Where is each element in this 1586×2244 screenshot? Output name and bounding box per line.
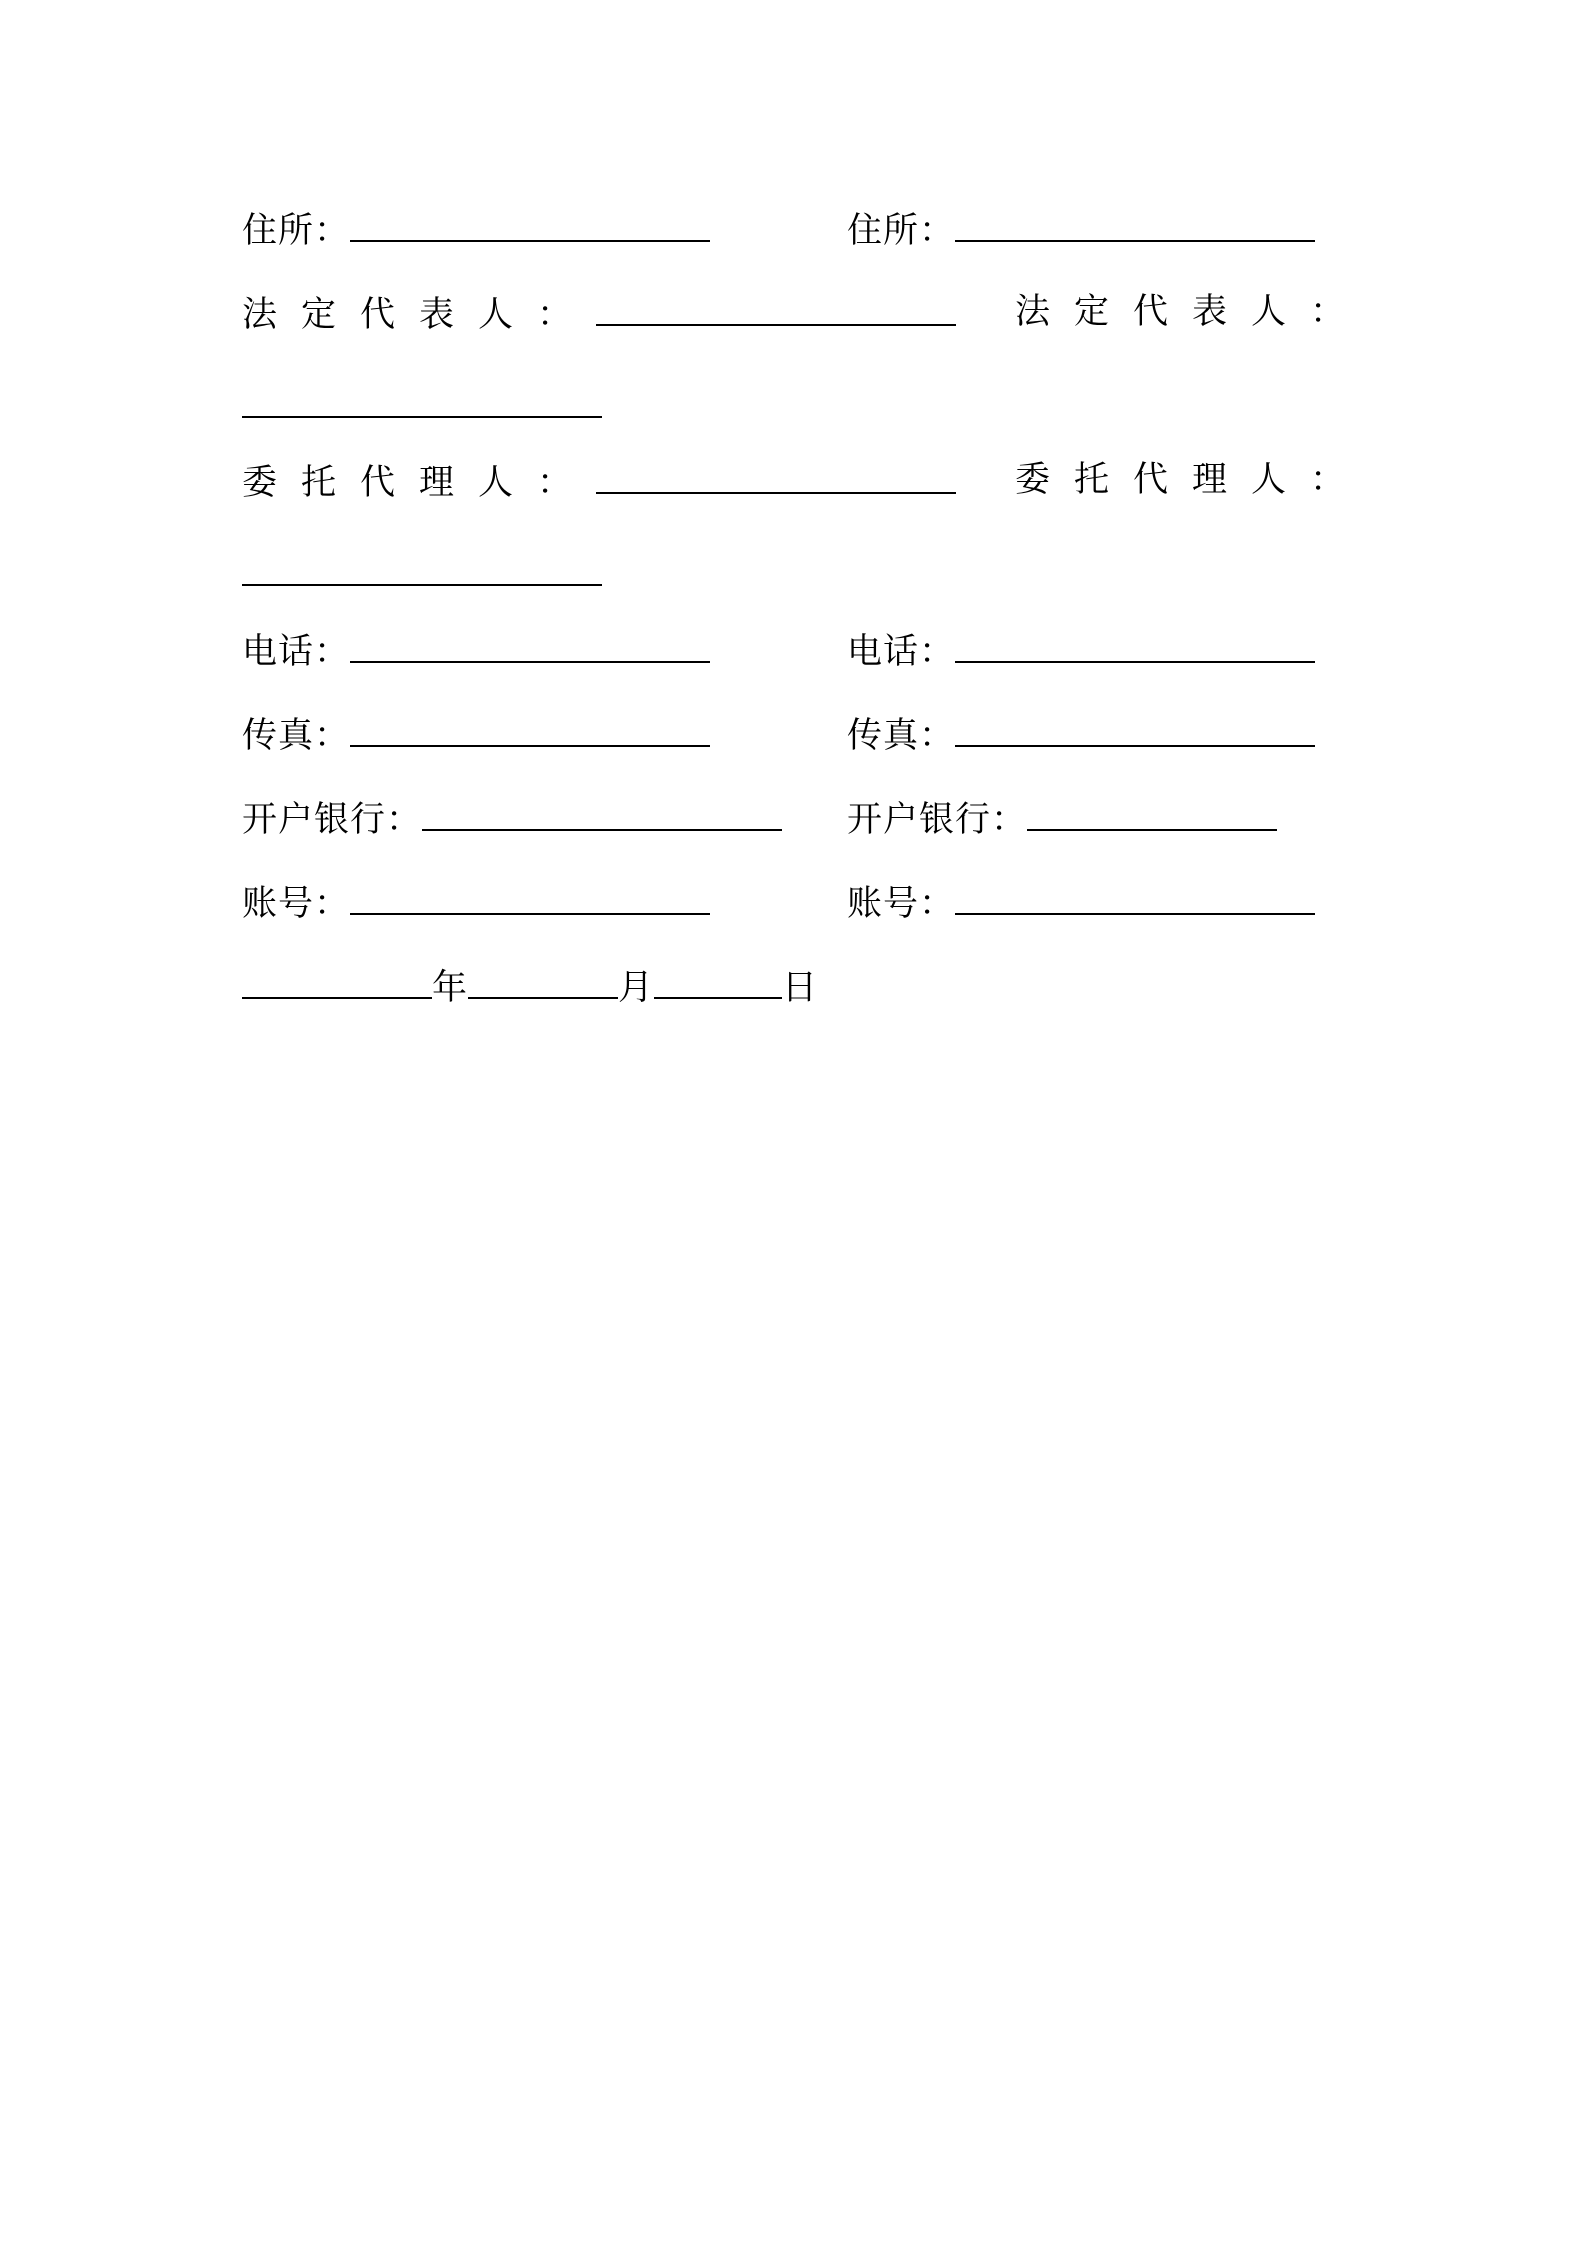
left-fax-row: [242, 711, 710, 758]
right-agent-row: [1015, 458, 1369, 502]
right-fax-blank[interactable]: [955, 711, 1315, 747]
left-fax-blank[interactable]: [350, 711, 710, 747]
right-bank-row: [847, 795, 1277, 842]
right-legal-rep-continuation: [242, 382, 602, 429]
left-account-label: 账号：: [242, 884, 351, 924]
right-agent-continuation: [242, 550, 602, 597]
left-bank-label: 开户银行：: [242, 800, 423, 840]
right-agent-label: 委托代理人：: [1015, 460, 1370, 500]
left-phone-label: 电话：: [242, 632, 351, 672]
left-phone-blank[interactable]: [350, 627, 710, 663]
date-row: [242, 963, 818, 1010]
left-address-row: [242, 206, 710, 253]
right-bank-blank[interactable]: [1027, 795, 1277, 831]
day-blank[interactable]: [654, 963, 782, 999]
left-agent-row: [242, 458, 956, 505]
left-bank-blank[interactable]: [422, 795, 782, 831]
left-account-blank[interactable]: [350, 879, 710, 915]
right-legal-rep-label: 法定代表人：: [1015, 292, 1370, 332]
right-legal-rep-row: [1015, 290, 1369, 334]
year-blank[interactable]: [242, 963, 432, 999]
right-account-label: 账号：: [847, 884, 956, 924]
right-bank-label: 开户银行：: [847, 800, 1028, 840]
month-label: 月: [618, 968, 655, 1008]
right-fax-label: 传真：: [847, 716, 956, 756]
right-address-row: [847, 206, 1315, 253]
left-legal-rep-label: 法定代表人：: [242, 295, 597, 335]
right-address-label: 住所：: [847, 211, 956, 251]
right-legal-rep-blank[interactable]: [242, 382, 602, 418]
left-fax-label: 传真：: [242, 716, 351, 756]
left-agent-blank[interactable]: [596, 458, 956, 494]
right-address-blank[interactable]: [955, 206, 1315, 242]
right-phone-blank[interactable]: [955, 627, 1315, 663]
left-legal-rep-blank[interactable]: [596, 290, 956, 326]
left-account-row: [242, 879, 710, 926]
year-label: 年: [432, 968, 469, 1008]
right-agent-blank[interactable]: [242, 550, 602, 586]
right-account-row: [847, 879, 1315, 926]
left-bank-row: [242, 795, 782, 842]
right-account-blank[interactable]: [955, 879, 1315, 915]
right-phone-label: 电话：: [847, 632, 956, 672]
left-agent-label: 委托代理人：: [242, 463, 597, 503]
left-address-blank[interactable]: [350, 206, 710, 242]
right-fax-row: [847, 711, 1315, 758]
left-legal-rep-row: [242, 290, 956, 337]
month-blank[interactable]: [468, 963, 618, 999]
day-label: 日: [782, 968, 819, 1008]
right-phone-row: [847, 627, 1315, 674]
left-address-label: 住所：: [242, 211, 351, 251]
left-phone-row: [242, 627, 710, 674]
